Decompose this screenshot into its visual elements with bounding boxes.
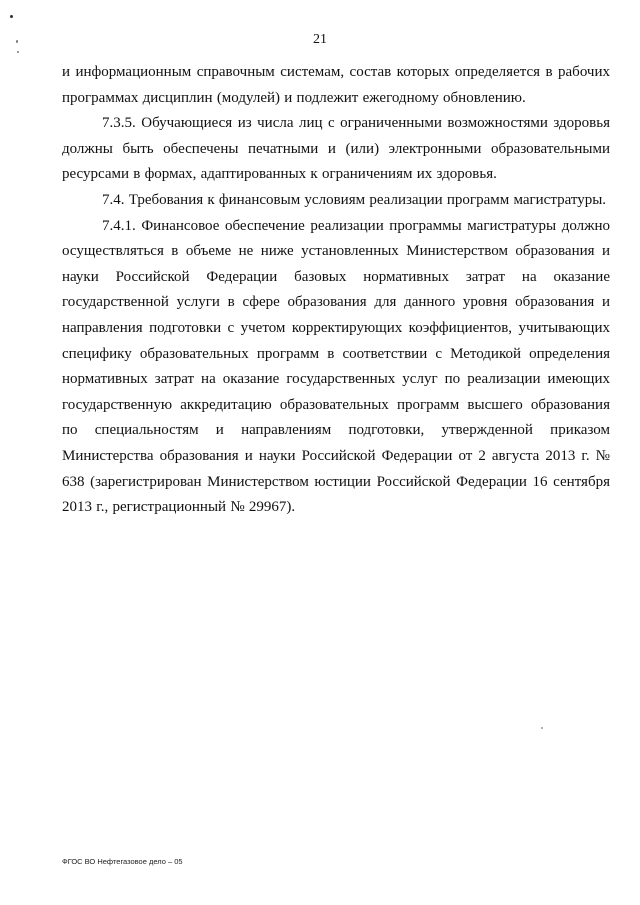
scan-speck	[541, 727, 543, 729]
scan-speck	[17, 51, 19, 53]
document-body	[62, 60, 610, 521]
scan-speck	[10, 15, 13, 18]
section-heading-7-4: 7.4. Требования к финансовым условиям реализации программ магистратуры.	[102, 191, 607, 208]
paragraph-continuation: и информационным справочным системам, состав которых определяется в рабочих программах дисциплин (модулей) и подлежит ежегодному обновлению.	[62, 64, 610, 106]
paragraph-7-4-1: 7.4.1. Финансовое обеспечение реализации программы магистратуры должно осуществляться в объеме не ниже установленных Министерством образования и науки Российской Федерации базовых нормативных затрат на оказание государственной услуги в сфере образования для данного уровня образования и направления подготовки с учетом корректирующих коэффициентов, учитывающих специфику образовательных программ в соответствии с Методикой определения нормативных затрат на оказание государственных услуг по реализации имеющих государственную аккредитацию образовательных программ высшего образования по специальностям и направлениям подготовки, утвержденной приказом Министерства образования и науки Российской Федерации от 2 августа 2013 г. № 638 (зарегистрирован Министерством юстиции Российской Федерации 16 сентября 2013 г., регистрационный № 29967).	[62, 217, 610, 516]
footer-document-code: ФГОС ВО Нефтегазовое дело – 05	[62, 857, 183, 866]
page-number: 21	[313, 32, 327, 47]
paragraph-7-3-5: 7.3.5. Обучающиеся из числа лиц с ограниченными возможностями здоровья должны быть обеспечены печатными и (или) электронными образовательными ресурсами в формах, адаптированных к ограничениям их здоровья.	[62, 115, 610, 183]
